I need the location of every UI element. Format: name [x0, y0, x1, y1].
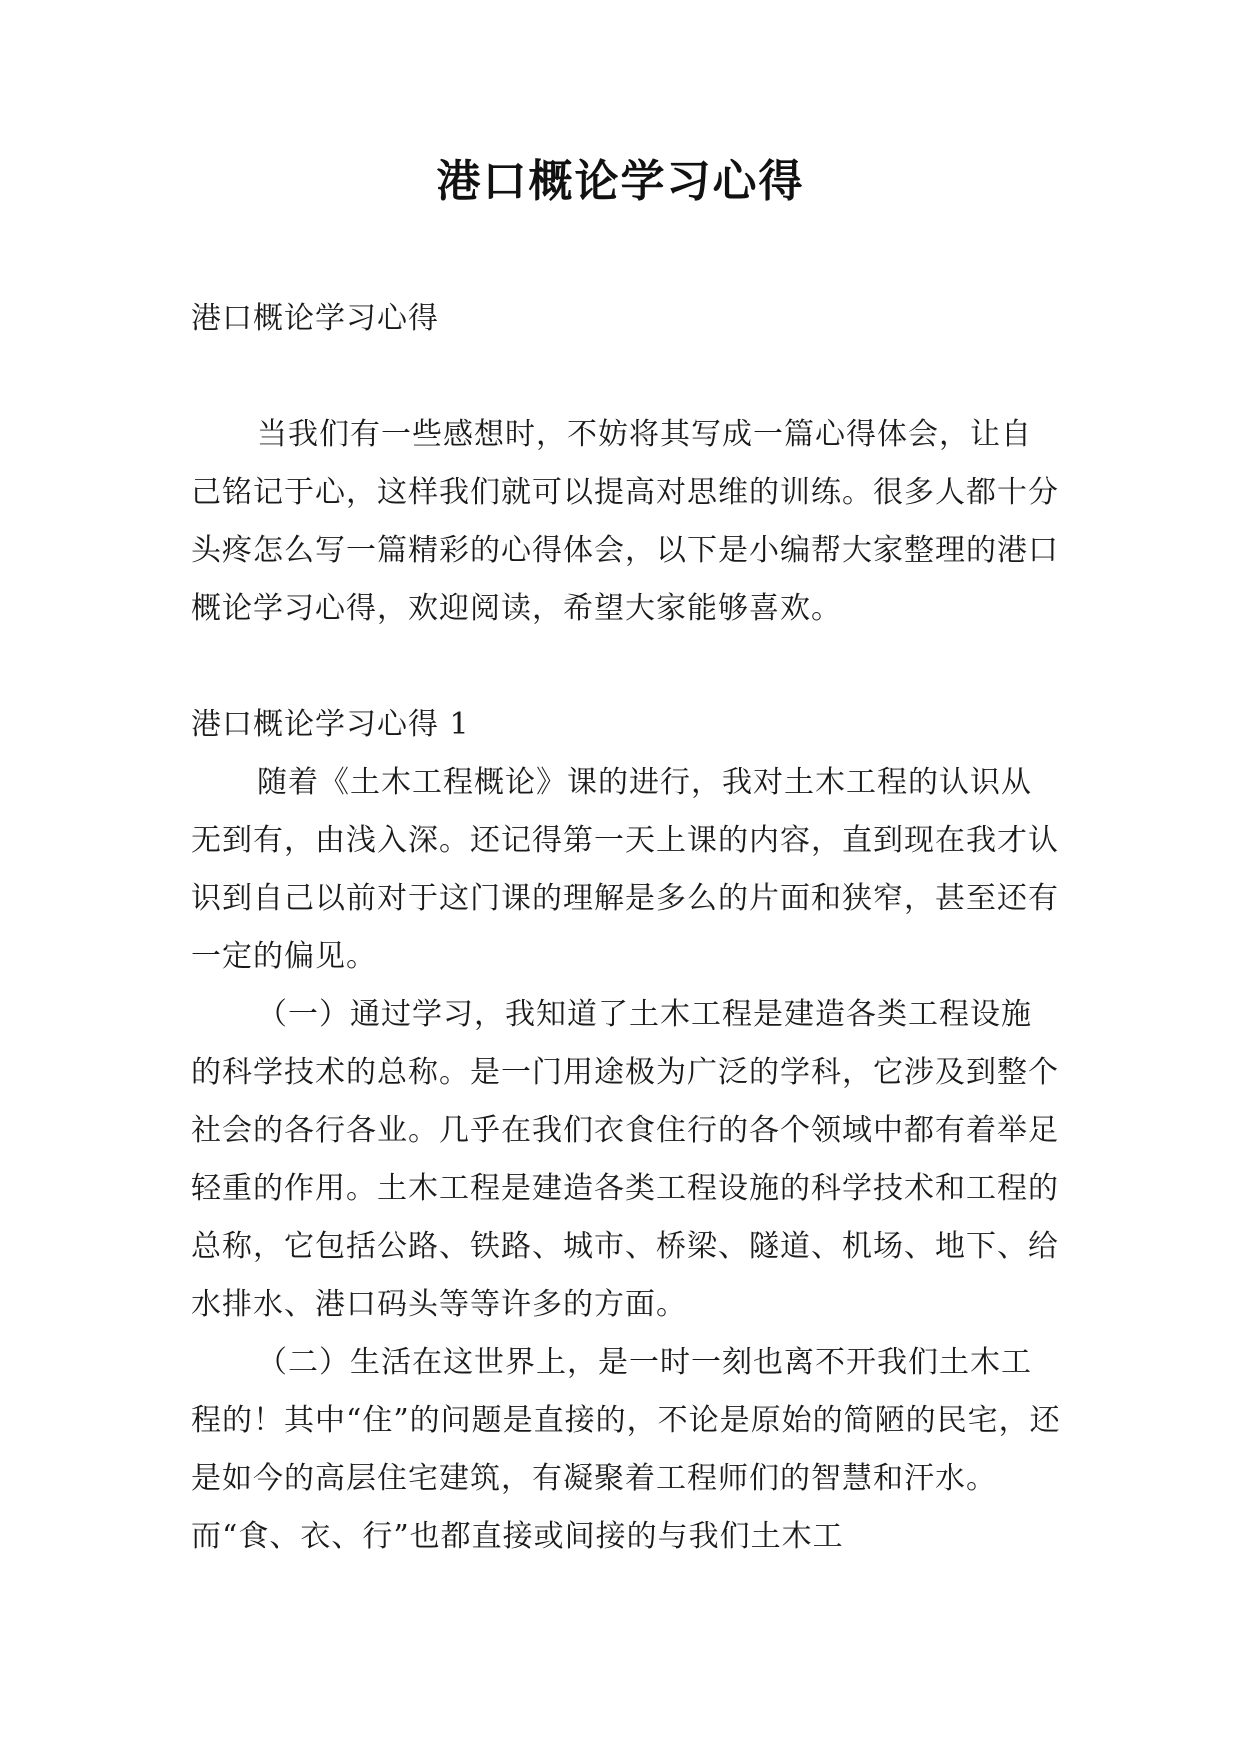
document-title: 港口概论学习心得 — [436, 156, 805, 207]
body-paragraph-2: （一）通过学习，我知道了土木工程是建造各类工程设施的科学技术的总称。是一门用途极为广泛的学科，它涉及到整个社会的各行各业。几乎在我们衣食住行的各个领域中都有着举足轻重的作用。土木工程是建造各类工程设施的科学技术和工程的总称，它包括公路、铁路、城市、桥梁、隧道、机场、地下、给水排水、港口码头等等许多的方面。 — [191, 997, 1059, 1322]
document-body — [191, 290, 1061, 1566]
body-paragraph-1: 随着《土木工程概论》课的进行，我对土木工程的认识从无到有，由浅入深。还记得第一天上课的内容，直到现在我才认识到自己以前对于这门课的理解是多么的片面和狭窄，甚至还有一定的偏见。 — [191, 765, 1059, 974]
document-subtitle: 港口概论学习心得 — [191, 301, 439, 336]
section-heading: 港口概论学习心得 1 — [191, 707, 470, 742]
body-paragraph-3: （二）生活在这世界上，是一时一刻也离不开我们土木工程的！其中“住”的问题是直接的，不论是原始的简陋的民宅，还是如今的高层住宅建筑，有凝聚着工程师们的智慧和汗水。而“食、衣、行”也都直接或间接的与我们土木工 — [191, 1345, 1061, 1554]
intro-paragraph: 当我们有一些感想时，不妨将其写成一篇心得体会，让自己铭记于心，这样我们就可以提高对思维的训练。很多人都十分头疼怎么写一篇精彩的心得体会，以下是小编帮大家整理的港口概论学习心得，欢迎阅读，希望大家能够喜欢。 — [191, 417, 1059, 626]
